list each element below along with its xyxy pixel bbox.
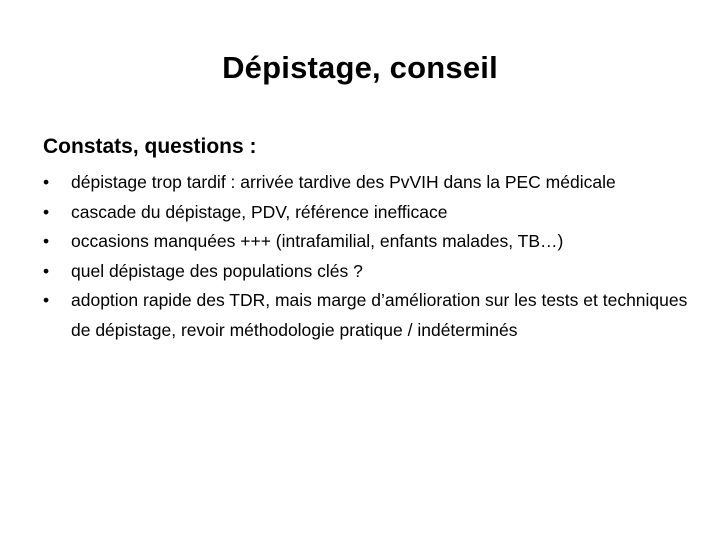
bullet-item <box>43 227 693 257</box>
section-heading: Constats, questions : <box>43 135 257 158</box>
bullet-list <box>43 168 693 345</box>
bullet-item <box>43 198 693 228</box>
bullet-text: quel dépistage des populations clés ? <box>71 260 363 281</box>
bullet-marker: • <box>43 260 50 281</box>
bullet-item <box>43 286 693 345</box>
bullet-item <box>43 168 693 198</box>
bullet-marker: • <box>43 231 50 251</box>
bullet-marker: • <box>43 201 50 222</box>
bullet-marker: • <box>43 172 50 192</box>
bullet-text: dépistage trop tardif : arrivée tardive des PvVIH dans la PEC médicale <box>71 172 616 192</box>
bullet-marker: • <box>43 290 50 310</box>
bullet-item <box>43 257 693 287</box>
bullet-text: adoption rapide des TDR, mais marge d’amélioration sur les tests et techniques de dépistage, revoir méthodologie pratique / indéterminés <box>71 290 688 340</box>
bullet-text: cascade du dépistage, PDV, référence inefficace <box>71 201 448 222</box>
slide-title: Dépistage, conseil <box>222 50 498 85</box>
bullet-text: occasions manquées +++ (intrafamilial, enfants malades, TB…) <box>71 231 564 251</box>
